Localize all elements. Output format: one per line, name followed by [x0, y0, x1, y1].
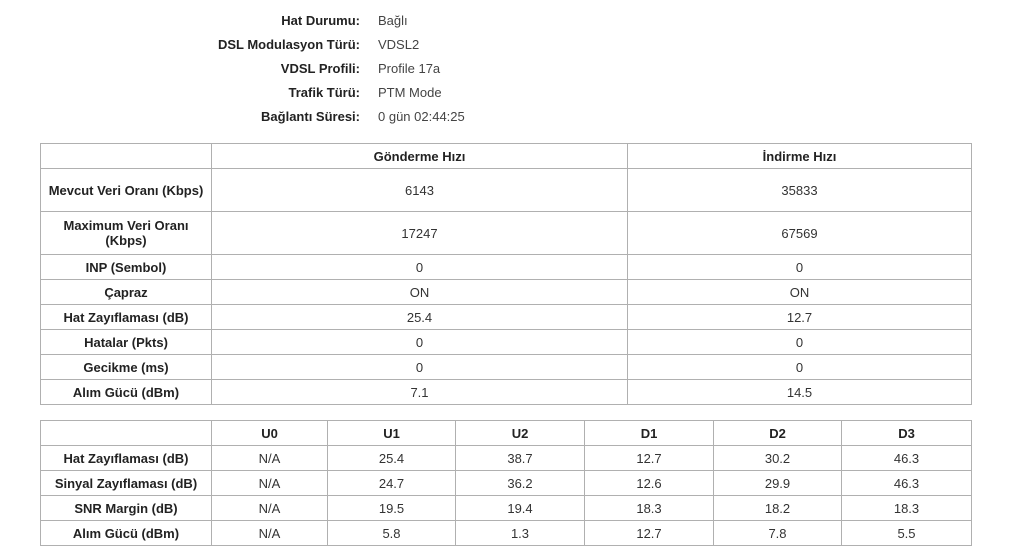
table-cell: 7.8 [714, 521, 842, 546]
row-label: SNR Margin (dB) [41, 496, 212, 521]
connection-time-row [0, 104, 1023, 128]
band-header-d2: D2 [714, 421, 842, 446]
band-header-u2: U2 [456, 421, 585, 446]
upload-value: 6143 [212, 169, 628, 212]
vdsl-profile-row [0, 56, 1023, 80]
download-value: 67569 [628, 212, 972, 255]
download-value: 12.7 [628, 305, 972, 330]
table-cell: 12.7 [585, 446, 714, 471]
table-row [41, 355, 972, 380]
download-value: 35833 [628, 169, 972, 212]
row-label: Çapraz [41, 280, 212, 305]
table-header-empty [41, 421, 212, 446]
table-cell: 5.8 [328, 521, 456, 546]
table-row [41, 169, 972, 212]
upload-value: ON [212, 280, 628, 305]
band-header-d3: D3 [842, 421, 972, 446]
row-label: Mevcut Veri Oranı (Kbps) [41, 169, 212, 212]
download-value: 0 [628, 255, 972, 280]
band-table [40, 420, 972, 546]
table-cell: 5.5 [842, 521, 972, 546]
table-cell: 18.2 [714, 496, 842, 521]
upload-value: 25.4 [212, 305, 628, 330]
download-value: 0 [628, 355, 972, 380]
download-value: 0 [628, 330, 972, 355]
line-status-label: Hat Durumu: [281, 13, 360, 28]
table-row [41, 212, 972, 255]
upload-value: 17247 [212, 212, 628, 255]
traffic-type-row [0, 80, 1023, 104]
table-cell: 18.3 [585, 496, 714, 521]
band-header-u0: U0 [212, 421, 328, 446]
traffic-type-value: PTM Mode [378, 85, 442, 100]
download-value: ON [628, 280, 972, 305]
connection-time-label: Bağlantı Süresi: [261, 109, 360, 124]
table-cell: 25.4 [328, 446, 456, 471]
table-cell: 12.7 [585, 521, 714, 546]
band-header-d1: D1 [585, 421, 714, 446]
table-cell: 46.3 [842, 446, 972, 471]
table-row [41, 280, 972, 305]
vdsl-profile-label: VDSL Profili: [280, 61, 360, 76]
table-row [41, 255, 972, 280]
table-row [41, 446, 972, 471]
table-header-row [41, 421, 972, 446]
line-status-row [0, 8, 1023, 32]
row-label: Hat Zayıflaması (dB) [41, 446, 212, 471]
modulation-type-value: VDSL2 [378, 37, 420, 52]
table-cell: 29.9 [714, 471, 842, 496]
table-cell: 36.2 [456, 471, 585, 496]
table-cell: 12.6 [585, 471, 714, 496]
table-cell: 38.7 [456, 446, 585, 471]
line-status-value: Bağlı [378, 13, 408, 28]
table-cell: 19.4 [456, 496, 585, 521]
table-row [41, 330, 972, 355]
traffic-type-label: Trafik Türü: [288, 85, 360, 100]
table-cell: 18.3 [842, 496, 972, 521]
table-cell: 19.5 [328, 496, 456, 521]
connection-time-value: 0 gün 02:44:25 [378, 109, 465, 124]
band-header-u1: U1 [328, 421, 456, 446]
table-header-empty [41, 144, 212, 169]
upload-value: 0 [212, 330, 628, 355]
row-label: Sinyal Zayıflaması (dB) [41, 471, 212, 496]
table-header-row [41, 144, 972, 169]
vdsl-profile-value: Profile 17a [378, 61, 441, 76]
row-label: Hatalar (Pkts) [41, 330, 212, 355]
table-row [41, 471, 972, 496]
row-label: Alım Gücü (dBm) [41, 380, 212, 405]
table-cell: N/A [212, 446, 328, 471]
row-label: Hat Zayıflaması (dB) [41, 305, 212, 330]
table-cell: 1.3 [456, 521, 585, 546]
table-cell: N/A [212, 521, 328, 546]
modulation-type-label: DSL Modulasyon Türü: [217, 37, 360, 52]
table-row [41, 521, 972, 546]
row-label: Alım Gücü (dBm) [41, 521, 212, 546]
table-row [41, 305, 972, 330]
line-status-panel [0, 8, 1023, 128]
row-label: Gecikme (ms) [41, 355, 212, 380]
upload-rate-header: Gönderme Hızı [212, 144, 628, 169]
row-label: INP (Sembol) [41, 255, 212, 280]
download-value: 14.5 [628, 380, 972, 405]
table-cell: 30.2 [714, 446, 842, 471]
rate-table [40, 143, 972, 405]
table-cell: N/A [212, 496, 328, 521]
row-label: Maximum Veri Oranı (Kbps) [41, 212, 212, 255]
download-rate-header: İndirme Hızı [628, 144, 972, 169]
modulation-type-row [0, 32, 1023, 56]
table-cell: N/A [212, 471, 328, 496]
table-cell: 24.7 [328, 471, 456, 496]
upload-value: 0 [212, 355, 628, 380]
table-row [41, 496, 972, 521]
upload-value: 0 [212, 255, 628, 280]
table-row [41, 380, 972, 405]
table-cell: 46.3 [842, 471, 972, 496]
upload-value: 7.1 [212, 380, 628, 405]
